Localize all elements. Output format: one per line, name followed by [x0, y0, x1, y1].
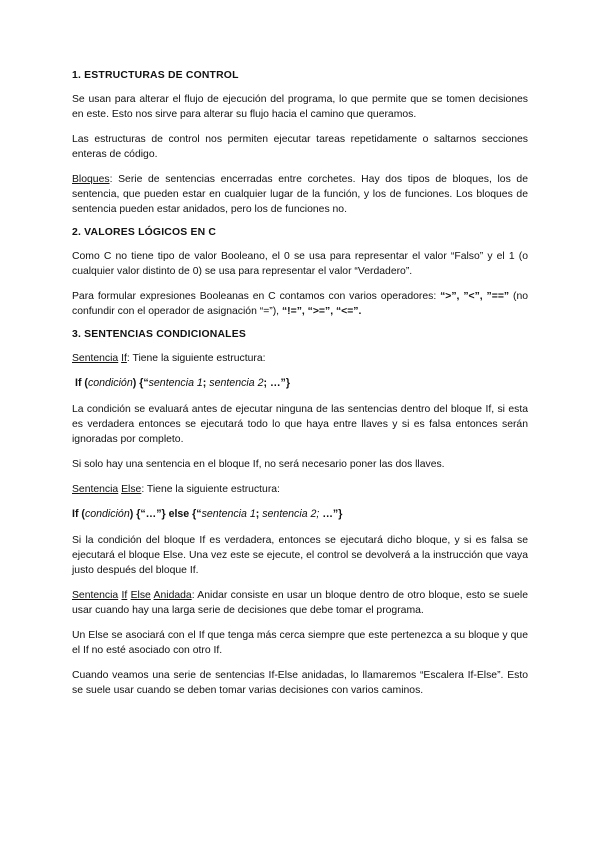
section-1-title: 1. ESTRUCTURAS DE CONTROL — [72, 70, 239, 81]
else-code-example — [72, 507, 528, 522]
if-code-example — [72, 376, 528, 391]
operators-intro: Para formular expresiones Booleanas en C contamos con varios operadores: — [72, 291, 441, 302]
code-keyword: If ( — [75, 377, 88, 389]
code-brace: ) {“ — [132, 377, 149, 389]
code-separator: ; — [255, 508, 263, 520]
section-3-title: 3. SENTENCIAS CONDICIONALES — [72, 329, 246, 340]
term-sentencia: Sentencia — [72, 353, 119, 364]
code-condition: condición — [84, 508, 130, 520]
nested-paragraph-3: Cuando veamos una serie de sentencias If-Else anidadas, lo llamaremos “Escalera If-Else”. Esto se suele usar cuando se deben tomar varias decisiones con varios caminos. — [72, 670, 528, 696]
code-sentence-1: sentencia 1 — [148, 377, 203, 389]
operators-list-2: “!=”, “>=”, “<=”. — [281, 306, 362, 317]
nested-definition: : Anidar consiste en usar un bloque dentro de otro bloque, esto se suele usar cuando hay una larga serie de decisiones que debe tomar el programa. — [72, 590, 528, 616]
code-sentence-2: sentencia 2; — [262, 508, 320, 520]
term-sentencia: Sentencia — [72, 590, 119, 601]
section-2-title: 2. VALORES LÓGICOS EN C — [72, 227, 217, 238]
code-condition: condición — [87, 377, 133, 389]
nested-paragraph-1 — [72, 588, 528, 618]
section-2-paragraph-1: Como C no tiene tipo de valor Booleano, el 0 se usa para representar el valor “Falso” y el 1 (o cualquier valor distinto de 0) se usa para representar el valor “Verdadero”. — [72, 251, 528, 277]
code-brace: ) {“…”} else {“ — [129, 508, 202, 520]
code-separator: ; — [202, 377, 210, 389]
term-if: If — [121, 590, 128, 601]
if-paragraph-2: Si solo hay una sentencia en el bloque If, no será necesario poner las dos llaves. — [72, 459, 445, 470]
nested-paragraph-2: Un Else se asociará con el If que tenga más cerca siempre que este pertenezca a su bloque y que el If no esté asociado con otro If. — [72, 630, 528, 656]
section-2-paragraph-2 — [72, 289, 528, 319]
bloques-definition: : Serie de sentencias encerradas entre corchetes. Hay dos tipos de bloques, los de sentencia, que pueden estar en cualquier lugar de la función, y los de funciones. Los bloques de sentencia pueden estar anidados, pero los de funciones no. — [72, 174, 528, 215]
term-bloques: Bloques — [72, 174, 110, 185]
operators-list-1: “>”, ”<”, ”==” — [440, 291, 510, 302]
code-sentence-1: sentencia 1 — [201, 508, 256, 520]
section-1-paragraph-2: Las estructuras de control nos permiten ejecutar tareas repetidamente o saltarnos secciones enteras de código. — [72, 134, 528, 160]
term-else: Else — [130, 590, 151, 601]
if-intro — [72, 351, 528, 366]
section-1-paragraph-1: Se usan para alterar el flujo de ejecución del programa, lo que permite que se tomen decisiones en este. Esto nos sirve para alterar su flujo hacia el camino que queramos. — [72, 94, 528, 120]
else-paragraph-1: Si la condición del bloque If es verdadera, entonces se ejecutará dicho bloque, y si es falsa se ejecutará el bloque Else. Una vez este se ejecute, el control se devolverá a la instrucción que vaya justo después del bloque If. — [72, 535, 528, 576]
else-intro — [72, 482, 528, 497]
if-intro-text: : Tiene la siguiente estructura: — [126, 353, 266, 364]
operators-note: (no confundir con el operador de asignación “=”), — [72, 291, 528, 317]
code-end: …”} — [319, 508, 343, 520]
term-else: Else — [121, 484, 142, 495]
code-sentence-2: sentencia 2 — [209, 377, 264, 389]
section-1-paragraph-3 — [72, 172, 528, 217]
term-sentencia: Sentencia — [72, 484, 119, 495]
if-paragraph-1: La condición se evaluará antes de ejecutar ninguna de las sentencias dentro del bloque If, si esta es verdadera entonces se ejecutará todo lo que haya entre llaves y si es falsa entonces serán ignoradas por completo. — [72, 404, 528, 445]
term-if: If — [121, 353, 127, 364]
code-end: ; …”} — [263, 377, 290, 389]
code-keyword: If ( — [72, 508, 85, 520]
else-intro-text: : Tiene la siguiente estructura: — [141, 484, 280, 495]
term-anidada: Anidada — [153, 590, 192, 601]
